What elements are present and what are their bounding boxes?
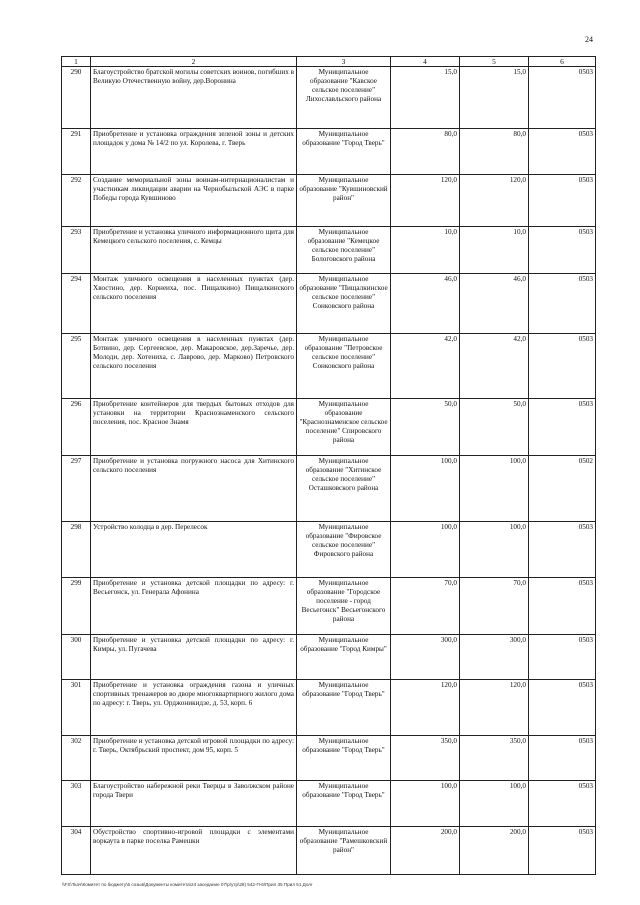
table-row — [62, 227, 596, 274]
amount-cell: 10,0 — [460, 227, 529, 274]
description-cell: Монтаж уличного освещения в населенных пунктах (дер. Ботвино, дер. Сергеевское, дер. Макаровское, дер.Заречье, дер. Молоди, дер. Хотениха, с. Лаврово, дер. Марково) Петровского сельского поселения — [91, 334, 297, 399]
budget-code-cell: 0502 — [529, 456, 596, 522]
amount-cell: 100,0 — [391, 522, 460, 578]
organization-cell: Муниципальное образование "Краснознаменское сельское поселение" Спировского района — [297, 399, 391, 456]
column-header: 2 — [91, 57, 297, 67]
column-number-row — [62, 57, 596, 67]
table-row — [62, 129, 596, 175]
amount-cell: 350,0 — [391, 736, 460, 781]
budget-code-cell: 0503 — [529, 175, 596, 227]
organization-cell: Муниципальное образование "Пищалкинское сельское поселение" Сонковского района — [297, 274, 391, 334]
amount-cell: 120,0 — [460, 175, 529, 227]
table-row — [62, 175, 596, 227]
row-number-cell: 293 — [62, 227, 91, 274]
description-cell: Приобретение и установка детской площадки по адресу: г. Весьегонск, ул. Генерала Афонина — [91, 578, 297, 635]
amount-cell: 200,0 — [391, 827, 460, 875]
row-number-cell: 298 — [62, 522, 91, 578]
organization-cell: Муниципальное образование "Город Тверь" — [297, 781, 391, 827]
description-cell: Благоустройство набережной реки Тверцы в Заволжском районе города Твери — [91, 781, 297, 827]
organization-cell: Муниципальное образование "Город Тверь" — [297, 736, 391, 781]
description-cell: Приобретение и установка ограждения газона и уличных спортивных тренажеров во дворе многоквартирного жилого дома по адресу: г. Тверь, ул. Орджоникидзе, д. 53, корп. 6 — [91, 680, 297, 736]
row-number-cell: 303 — [62, 781, 91, 827]
row-number-cell: 301 — [62, 680, 91, 736]
table-row — [62, 635, 596, 680]
organization-cell: Муниципальное образование "Кувшиновский район" — [297, 175, 391, 227]
description-cell: Обустройство спортивно-игровой площадки с элементами воркаута в парке поселка Рамешки — [91, 827, 297, 875]
amount-cell: 100,0 — [460, 456, 529, 522]
amount-cell: 15,0 — [460, 67, 529, 129]
amount-cell: 42,0 — [391, 334, 460, 399]
amount-cell: 42,0 — [460, 334, 529, 399]
budget-code-cell: 0503 — [529, 227, 596, 274]
amount-cell: 46,0 — [460, 274, 529, 334]
table-row — [62, 67, 596, 129]
description-cell: Приобретение и установка ограждения зеленой зоны и детских площадок у дома № 14/2 по ул. Королева, г. Тверь — [91, 129, 297, 175]
budget-code-cell: 0503 — [529, 274, 596, 334]
amount-cell: 10,0 — [391, 227, 460, 274]
organization-cell: Муниципальное образование "Фировское сельское поселение" Фировского района — [297, 522, 391, 578]
table-row — [62, 456, 596, 522]
description-cell: Приобретение и установка погружного насоса для Хитинского сельского поселения — [91, 456, 297, 522]
table-row — [62, 736, 596, 781]
amount-cell: 350,0 — [460, 736, 529, 781]
budget-code-cell: 0503 — [529, 827, 596, 875]
table-row — [62, 680, 596, 736]
amount-cell: 15,0 — [391, 67, 460, 129]
amount-cell: 100,0 — [391, 456, 460, 522]
amount-cell: 80,0 — [391, 129, 460, 175]
organization-cell: Муниципальное образование "Город Кимры" — [297, 635, 391, 680]
column-header: 5 — [460, 57, 529, 67]
amount-cell: 120,0 — [460, 680, 529, 736]
amount-cell: 70,0 — [391, 578, 460, 635]
budget-code-cell: 0503 — [529, 736, 596, 781]
table-row — [62, 827, 596, 875]
row-number-cell: 300 — [62, 635, 91, 680]
row-number-cell: 292 — [62, 175, 91, 227]
description-cell: Монтаж уличного освещения в населенных пунктах (дер. Хвостино, дер. Корнеиха, пос. Пищалкино) Пищалкинского сельского поселения — [91, 274, 297, 334]
table-row — [62, 274, 596, 334]
budget-code-cell: 0503 — [529, 399, 596, 456]
organization-cell: Муниципальное образование "Город Тверь" — [297, 680, 391, 736]
amount-cell: 50,0 — [460, 399, 529, 456]
amount-cell: 120,0 — [391, 680, 460, 736]
row-number-cell: 294 — [62, 274, 91, 334]
budget-code-cell: 0503 — [529, 781, 596, 827]
amount-cell: 50,0 — [391, 399, 460, 456]
budget-code-cell: 0503 — [529, 334, 596, 399]
row-number-cell: 296 — [62, 399, 91, 456]
organization-cell: Муниципальное образование "Петровское сельское поселение" Сонковского района — [297, 334, 391, 399]
table-row — [62, 334, 596, 399]
row-number-cell: 299 — [62, 578, 91, 635]
description-cell: Благоустройство братской могилы советских воинов, погибших в Великую Отечественную войну, дер.Воронина — [91, 67, 297, 129]
organization-cell: Муниципальное образование "Город Тверь" — [297, 129, 391, 175]
budget-code-cell: 0503 — [529, 635, 596, 680]
row-number-cell: 302 — [62, 736, 91, 781]
table-row — [62, 522, 596, 578]
table-row — [62, 781, 596, 827]
description-cell: Устройство колодца в дер. Перелесок — [91, 522, 297, 578]
row-number-cell: 290 — [62, 67, 91, 129]
amount-cell: 200,0 — [460, 827, 529, 875]
description-cell: Приобретение и установка уличного информационного щита для Кемецкого сельского поселения, с. Кемцы — [91, 227, 297, 274]
row-number-cell: 295 — [62, 334, 91, 399]
description-cell: Приобретение и установка детской игровой площадки по адресу: г. Тверь, Октябрьский проспект, дом 95, корп. 5 — [91, 736, 297, 781]
amount-cell: 100,0 — [460, 522, 529, 578]
page-number: 24 — [585, 35, 593, 44]
table-row — [62, 399, 596, 456]
organization-cell: Муниципальное образование "Хитинское сельское поселение" Осташковского района — [297, 456, 391, 522]
organization-cell: Муниципальное образование "Кемецкое сельское поселение" Бологовского района — [297, 227, 391, 274]
description-cell: Приобретение контейнеров для твердых бытовых отходов для установки на территории Краснознаменского сельского поселения, пос. Красное Знамя — [91, 399, 297, 456]
organization-cell: Муниципальное образование "Кавское сельское поселение" Лихославльского района — [297, 67, 391, 129]
amount-cell: 100,0 — [460, 781, 529, 827]
column-header: 3 — [297, 57, 391, 67]
row-number-cell: 291 — [62, 129, 91, 175]
organization-cell: Муниципальное образование "Городское поселение - город Весьегонск" Весьегонского района — [297, 578, 391, 635]
amount-cell: 300,0 — [391, 635, 460, 680]
column-header: 4 — [391, 57, 460, 67]
budget-code-cell: 0503 — [529, 67, 596, 129]
budget-code-cell: 0503 — [529, 578, 596, 635]
column-header: 6 — [529, 57, 596, 67]
budget-code-cell: 0503 — [529, 522, 596, 578]
amount-cell: 100,0 — [391, 781, 460, 827]
description-cell: Создание мемориальной зоны воинам-интернационалистам и участникам ликвидации аварии на Чернобыльской АЭС в парке Победы города Кувшиново — [91, 175, 297, 227]
amount-cell: 46,0 — [391, 274, 460, 334]
column-header: 1 — [62, 57, 91, 67]
budget-code-cell: 0503 — [529, 129, 596, 175]
amount-cell: 80,0 — [460, 129, 529, 175]
file-path-footer: \\FS\Ткач\Комитет по бюджету\6 созыв\Документы комитета\24 заседание 07\р\утр\28) 542-П-6\Прил 35 Прил 51 Долг — [62, 882, 313, 887]
row-number-cell: 297 — [62, 456, 91, 522]
row-number-cell: 304 — [62, 827, 91, 875]
appropriations-table — [61, 56, 596, 875]
budget-code-cell: 0503 — [529, 680, 596, 736]
amount-cell: 120,0 — [391, 175, 460, 227]
amount-cell: 70,0 — [460, 578, 529, 635]
amount-cell: 300,0 — [460, 635, 529, 680]
organization-cell: Муниципальное образование "Рамешковский район" — [297, 827, 391, 875]
description-cell: Приобретение и установка детской площадки по адресу: г. Кимры, ул. Пугачева — [91, 635, 297, 680]
table-row — [62, 578, 596, 635]
